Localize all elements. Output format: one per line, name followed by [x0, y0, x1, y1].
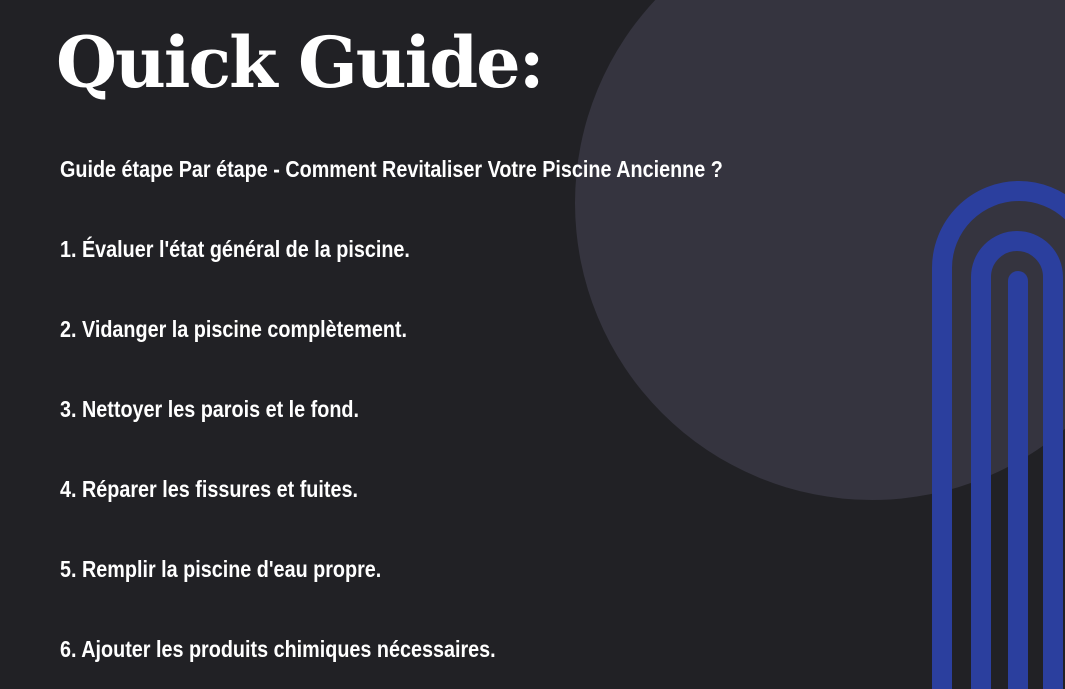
step-item: 3. Nettoyer les parois et le fond.: [60, 396, 359, 422]
step-item: 5. Remplir la piscine d'eau propre.: [60, 556, 382, 582]
step-item: 6. Ajouter les produits chimiques nécessaires.: [60, 636, 496, 662]
step-item: 1. Évaluer l'état général de la piscine.: [60, 236, 410, 262]
decorative-circle: [575, 0, 1065, 500]
step-item: 2. Vidanger la piscine complètement.: [60, 316, 408, 342]
guide-subtitle: Guide étape Par étape - Comment Revitaliser Votre Piscine Ancienne ?: [60, 156, 723, 182]
step-item: 4. Réparer les fissures et fuites.: [60, 476, 358, 502]
page-title: Quick Guide:: [56, 21, 543, 104]
